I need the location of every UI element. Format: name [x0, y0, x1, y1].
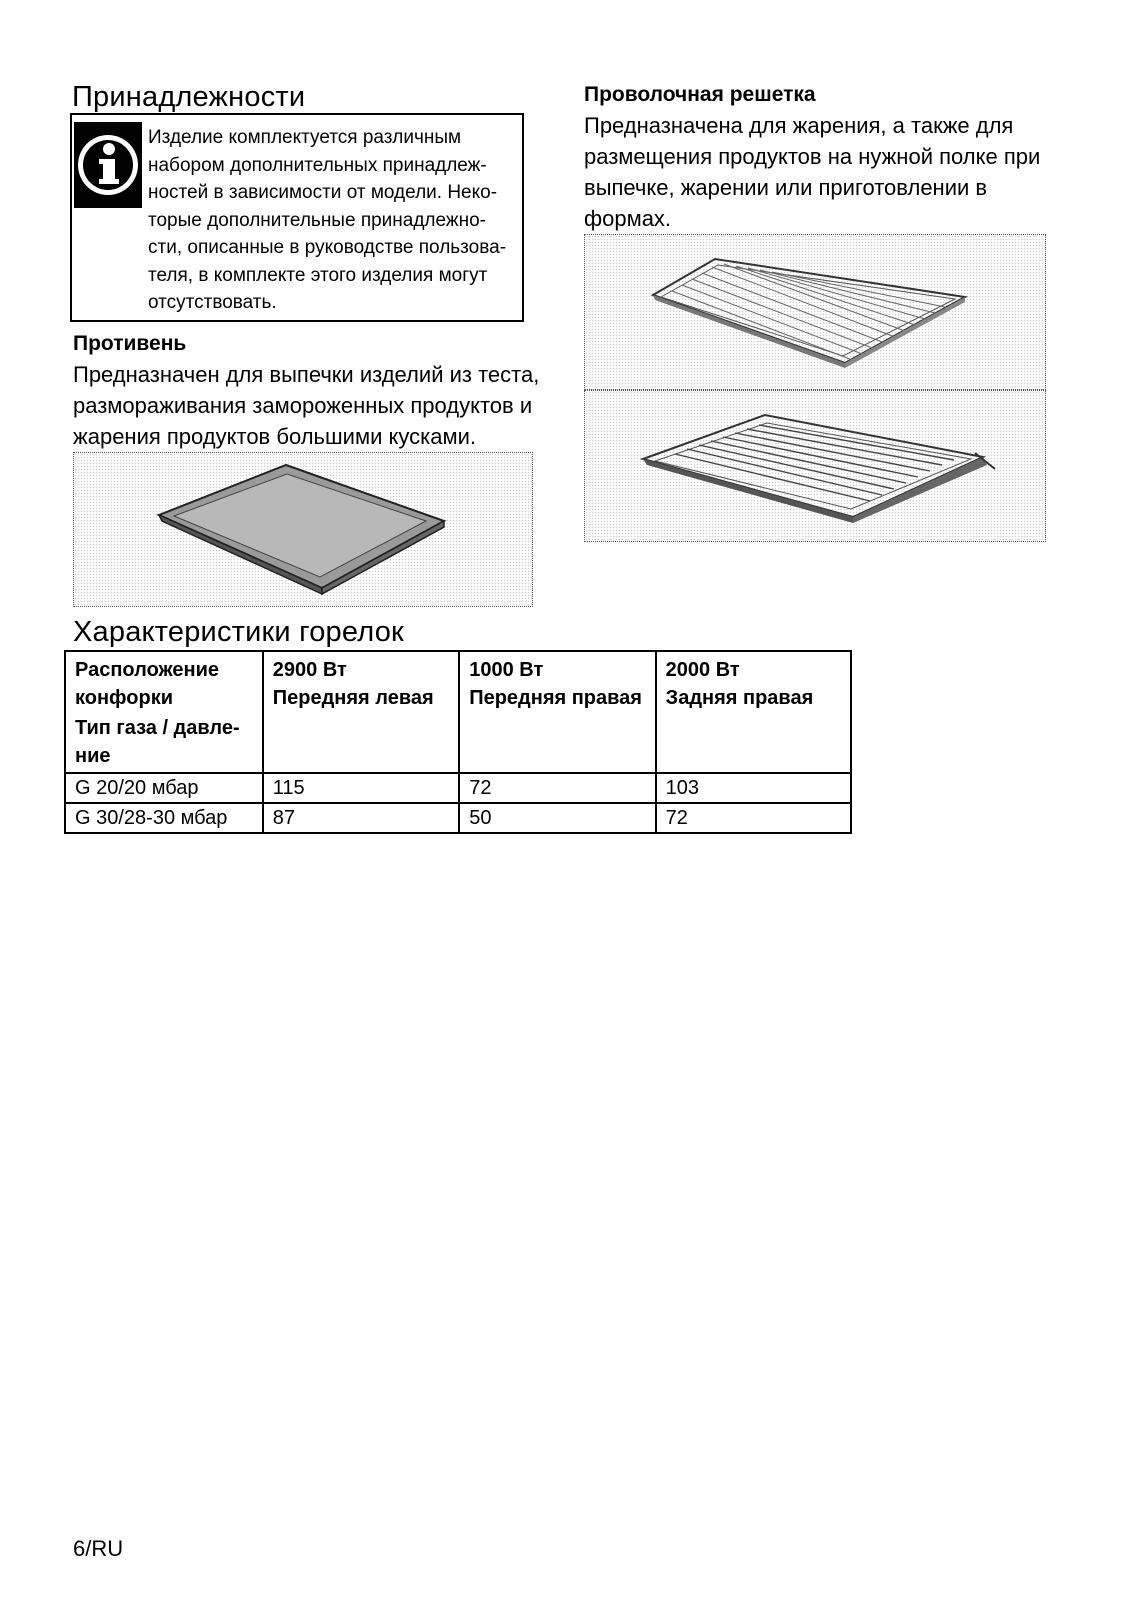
value-cell: 72: [459, 773, 655, 803]
value-cell: 50: [459, 803, 655, 833]
table-row: [65, 803, 851, 833]
table-row: [65, 773, 851, 803]
value-cell: 87: [263, 803, 459, 833]
tray-image: [73, 452, 533, 607]
wire-rack-line: выпечке, жарении или приготовлении в: [584, 175, 988, 200]
location-header-cell: [65, 651, 263, 714]
info-line: ностей в зависимости от модели. Неко-: [148, 182, 498, 203]
tray-line: Предназначен для выпечки изделий из теста,: [73, 362, 540, 387]
gas-type-header-cell: [65, 714, 263, 773]
info-text: [148, 124, 520, 317]
gas-type-cell: G 20/20 мбар: [65, 773, 263, 803]
info-line: Изделие комплектуется различным: [148, 127, 462, 148]
burner-column-header: [656, 651, 851, 773]
accessories-title: Принадлежности: [72, 81, 306, 113]
info-line: теля, в комплекте этого изделия могут: [148, 264, 488, 286]
tray-line: жарения продуктов большими кусками.: [73, 424, 476, 449]
wire-rack-image-top: [584, 234, 1046, 390]
burner-power: 2000 Вт: [665, 659, 740, 681]
wire-rack-image-bottom: [584, 390, 1046, 542]
burner-power: 1000 Вт: [469, 659, 544, 681]
info-line: сти, описанные в руководстве пользова-: [148, 237, 507, 258]
burner-column-header: [263, 651, 459, 773]
page-number: 6/RU: [73, 1536, 124, 1561]
burner-position: Передняя правая: [469, 687, 642, 709]
info-icon: [74, 122, 142, 208]
burner-power: 2900 Вт: [272, 659, 347, 681]
tray-line: размораживания замороженных продуктов и: [73, 393, 533, 418]
info-line: отсутствовать.: [148, 292, 277, 313]
wire-rack-line: Предназначена для жарения, а также для: [584, 113, 1014, 138]
info-box: [70, 113, 524, 322]
table-header-row: [65, 651, 851, 714]
wire-rack-description: [584, 110, 1084, 234]
burner-column-header: [459, 651, 655, 773]
tray-title: Противень: [73, 332, 187, 355]
value-cell: 72: [656, 803, 851, 833]
gas-type-cell: G 30/28-30 мбар: [65, 803, 263, 833]
info-line: торые дополнительные принадлежно-: [148, 209, 486, 231]
burner-position: Передняя левая: [272, 687, 434, 709]
gas-type-label: Тип газа / давле-: [75, 717, 240, 739]
value-cell: 103: [656, 773, 851, 803]
value-cell: 115: [263, 773, 459, 803]
wire-rack-title: Проволочная решетка: [584, 83, 816, 106]
wire-rack-line: формах.: [584, 206, 672, 231]
burners-table: [64, 650, 852, 834]
burner-position: Задняя правая: [665, 687, 814, 709]
burners-title: Характеристики горелок: [73, 616, 404, 648]
location-label: конфорки: [75, 687, 174, 709]
info-line: набором дополнительных принадлеж-: [148, 154, 487, 176]
location-label: Расположение: [75, 659, 220, 681]
wire-rack-line: размещения продуктов на нужной полке при: [584, 144, 1041, 169]
gas-type-label: ние: [75, 745, 111, 767]
tray-description: [73, 359, 553, 452]
